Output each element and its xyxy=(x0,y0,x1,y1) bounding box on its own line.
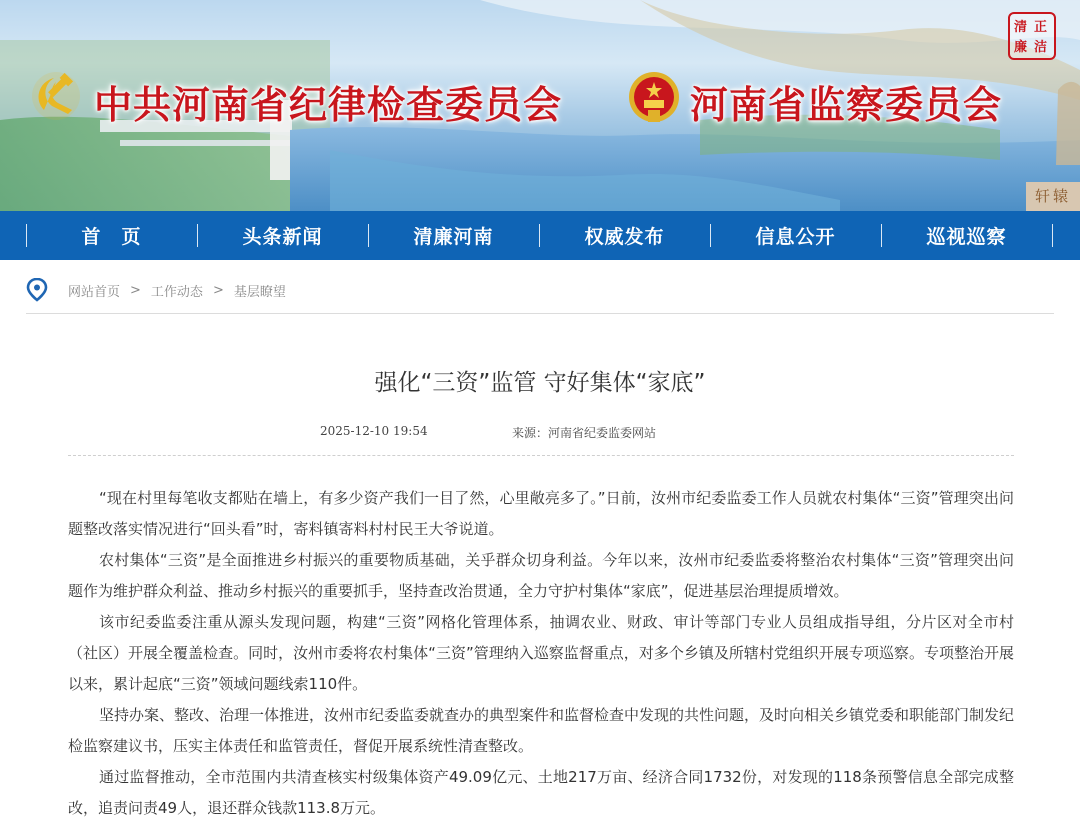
nav-item-inspection[interactable]: 巡视巡察 xyxy=(926,226,1007,248)
breadcrumb-home-link[interactable]: 网站首页 xyxy=(68,284,121,300)
article-date: 2025-12-10 19:54 xyxy=(320,424,428,438)
corner-label: 轩辕 xyxy=(1026,182,1080,211)
source-label: 来源： xyxy=(512,426,549,440)
article-paragraph: 农村集体“三资”是全面推进乡村振兴的重要物质基础，关乎群众切身利益。今年以来，汝州市纪委监委将整治农村集体“三资”管理突出问题作为维护群众利益、推动乡村振兴的重要抓手，坚持查改治贯通，全力守护村集体“家底”，促进基层治理提质增效。 xyxy=(68,551,1014,600)
seal-stamp-icon: 清 正 廉 洁 xyxy=(1008,12,1056,60)
nav-item-releases[interactable]: 权威发布 xyxy=(584,226,665,248)
breadcrumb xyxy=(26,278,286,302)
article-paragraph: “现在村里每笔收支都贴在墙上，有多少资产我们一目了然，心里敞亮多了。”日前，汝州市纪委监委工作人员就农村集体“三资”管理突出问题整改落实情况进行“回头看”时，寄料镇寄料村村民王大爷说道。 xyxy=(68,489,1014,538)
national-emblem-icon xyxy=(628,70,680,126)
article-source xyxy=(512,424,656,441)
breadcrumb-grassroots-link[interactable]: 基层瞭望 xyxy=(233,284,286,300)
source-name: 河南省纪委监委网站 xyxy=(548,426,657,440)
location-pin-icon xyxy=(26,278,48,302)
article-paragraph: 坚持办案、整改、治理一体推进，汝州市纪委监委就查办的典型案件和监督检查中发现的共性问题，及时向相关乡镇党委和职能部门制发纪检监察建议书，压实主体责任和监管责任，督促开展系统性清查整改。 xyxy=(68,706,1015,755)
breadcrumb-work-news-link[interactable]: 工作动态 xyxy=(150,284,203,300)
article-paragraph: 通过监督推动，全市范围内共清查核实村级集体资产49.09亿元、土地217万亩、经济合同1732份，对发现的118条预警信息全部完成整改，追责问责49人，退还群众钱款113.8万元。 xyxy=(68,768,1014,817)
breadcrumb-separator: > xyxy=(130,282,141,298)
nav-item-disclosure[interactable]: 信息公开 xyxy=(755,226,836,248)
article-body xyxy=(68,483,1014,824)
org-title-discipline-commission: 中共河南省纪律检查委员会 xyxy=(94,82,563,127)
breadcrumb-divider xyxy=(26,313,1054,314)
article-divider xyxy=(68,455,1014,456)
main-nav xyxy=(0,211,1080,260)
article-title: 强化“三资”监管 守好集体“家底” xyxy=(374,370,706,396)
nav-item-home[interactable]: 首 页 xyxy=(81,226,142,248)
header-banner xyxy=(0,0,1080,211)
org-title-supervisory-commission: 河南省监察委员会 xyxy=(690,82,1003,127)
nav-divider xyxy=(1052,224,1053,247)
party-emblem-icon xyxy=(30,70,82,122)
breadcrumb-separator: > xyxy=(212,282,224,298)
nav-item-clean-henan[interactable]: 清廉河南 xyxy=(413,226,494,248)
nav-item-headlines[interactable]: 头条新闻 xyxy=(242,226,323,248)
article-paragraph: 该市纪委监委注重从源头发现问题，构建“三资”网格化管理体系，抽调农业、财政、审计等部门专业人员组成指导组，分片区对全市村（社区）开展全覆盖检查。同时，汝州市委将农村集体“三资”管理纳入巡察监督重点，对多个乡镇及所辖村党组织开展专项巡察。专项整治开展以来，累计起底“三资”领域问题线索110件。 xyxy=(68,613,1014,693)
